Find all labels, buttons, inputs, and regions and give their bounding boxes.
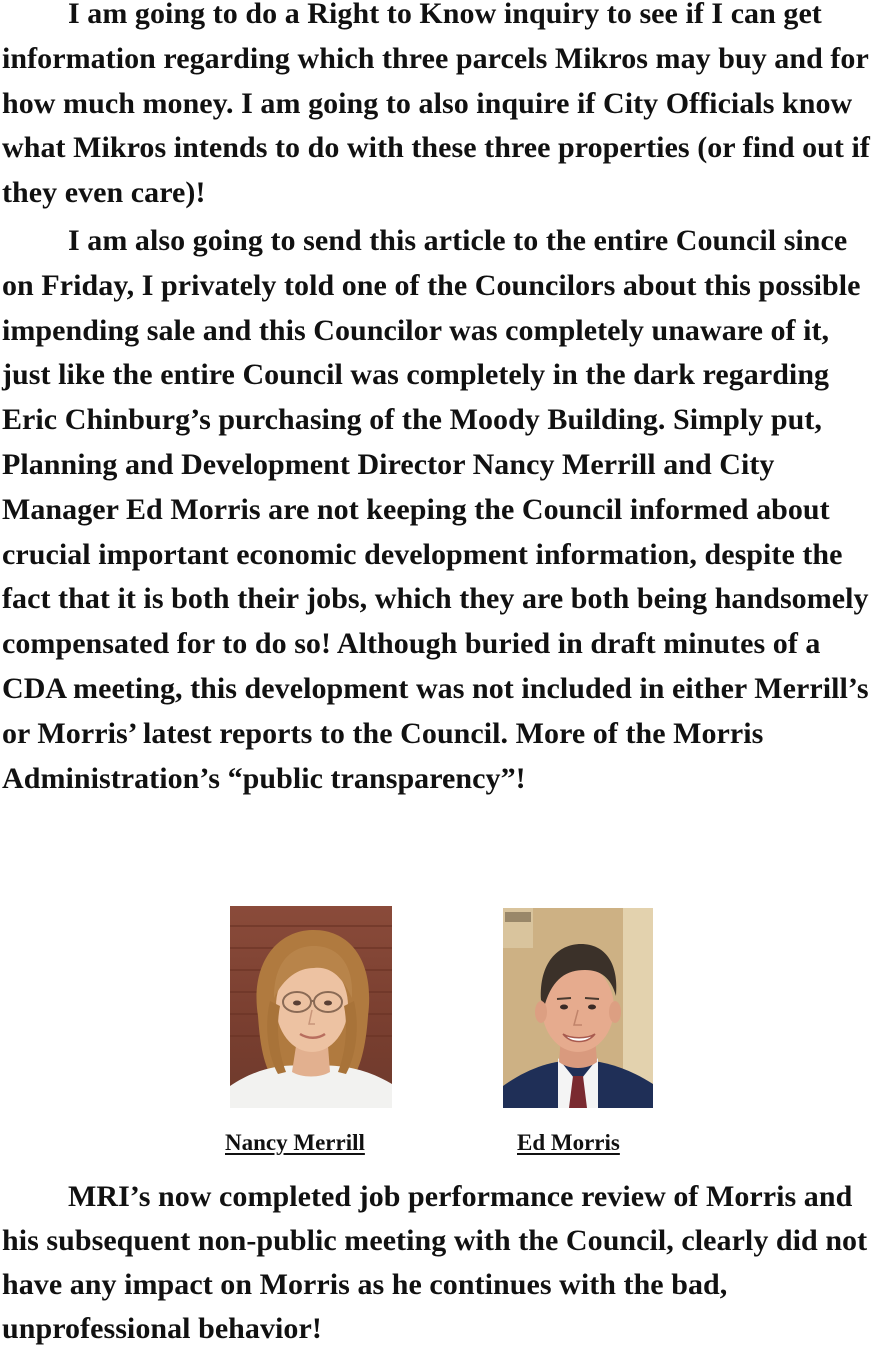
nancy-merrill-photo (230, 906, 392, 1108)
nancy-merrill-caption: Nancy Merrill (225, 1130, 365, 1155)
ed-morris-photo (503, 908, 653, 1108)
paragraph-right-to-know: I am going to do a Right to Know inquiry to see if I can get information regarding which three parcels Mikros may buy and for how much money. I am going to also inquire if City Officials know what Mikros intends to do with these three properties (or find out if they even care)! (2, 0, 870, 210)
ed-morris-caption: Ed Morris (517, 1130, 620, 1155)
paragraph-council-informed: I am also going to send this article to the entire Council since on Friday, I privately told one of the Councilors about this possible impending sale and this Councilor was completely unaware of it, just like the entire Council was completely in the dark regarding Eric Chinburg’s purchasing of the Moody Building. Simply put, Planning and Development Director Nancy Merrill and City Manager Ed Morris are not keeping the Council informed about crucial important economic development information, despite the fact that it is both their jobs, which they are both being handsomely compensated for to do so! Although buried in draft minutes of a CDA meeting, this development was not included in either Merrill’s or Morris’ latest reports to the Council. More of the Morris Administration’s “public transparency”! (2, 224, 869, 795)
paragraph-mri-review: MRI’s now completed job performance review of Morris and his subsequent non-public meeting with the Council, clearly did not have any impact on Morris as he continues with the bad, unprofessional behavior! (2, 1180, 868, 1345)
